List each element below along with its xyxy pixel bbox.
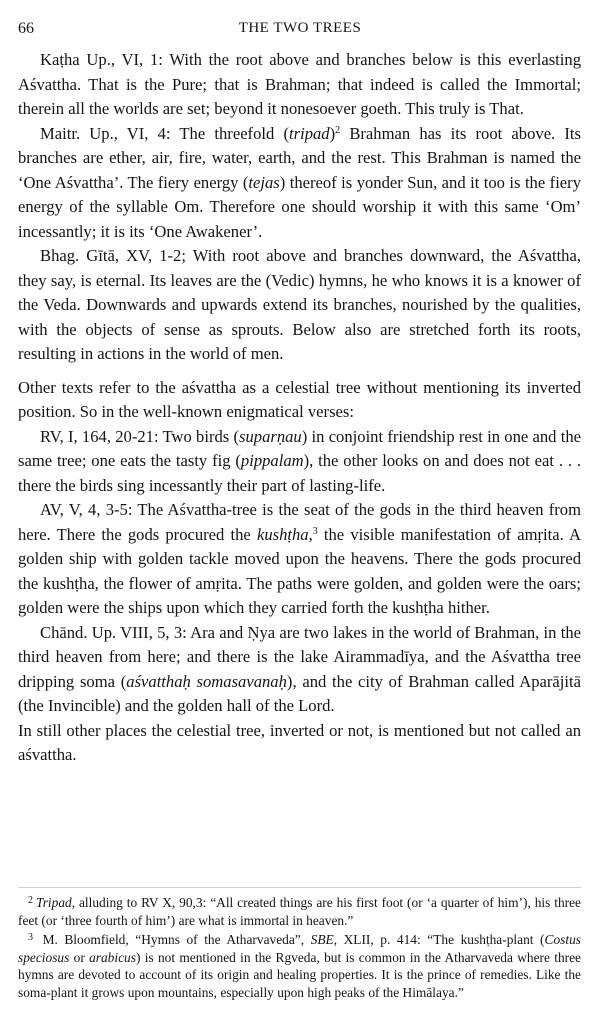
paragraph-maitr: Maitr. Up., VI, 4: The threefold (tripad)$^2$ Brahman has its root above. Its branches are ether, air, fire, water, earth, and the rest. This Brahman is named the ‘One Aśvattha’. The fiery energy (tejas) thereof is yonder Sun, and it too is the fiery energy of the syllable Om. Therefore one should worship it with this same ‘Om’ incessantly; it is its ‘One Awakener’. xyxy=(18,123,581,241)
term-asvatthah: aśvatthaḥ somasavanaḥ xyxy=(126,671,287,691)
term-kushtha: kushṭha xyxy=(256,524,309,544)
footnote-number-2: 2 xyxy=(28,895,33,906)
footnote-number-3: 3 xyxy=(28,932,33,943)
body-text xyxy=(18,48,581,768)
running-header xyxy=(18,20,582,44)
page-number: 66 xyxy=(18,20,34,37)
footnotes xyxy=(18,887,581,1001)
term-suparnau: suparṇau xyxy=(239,426,302,446)
paragraph-gita: Bhag. Gītā, XV, 1-2; With root above and branches downward, the Aśvattha, they say, is eternal. Its leaves are the (Vedic) hymns, he who knows it is a knower of the Veda. Downwards and upwards extend its branches, nourished by the qualities, with the objects of sense as sprouts. Below also are stretched forth its roots, resulting in actions in the world of men. xyxy=(18,246,581,363)
term-pippalam: pippalam xyxy=(240,451,304,470)
footnote-3: $^3$ M. Bloomfield, “Hymns of the Atharvaveda”, SBE, XLII, p. 414: “The kushṭha-plant (Costus speciosus or arabicus) is not mentioned in the Rgveda, but is common in the Atharvaveda where three hymns are devoted to account of its origin and healing properties. It is the prince of remedies. Like the soma-plant it grows upon mountains, especially upon high peaks of the Himālaya.” xyxy=(18,932,581,1000)
paragraph-other-texts: Other texts refer to the aśvattha as a celestial tree without mentioning its inverted position. So in the well-known enigmatical verses: xyxy=(18,377,581,421)
paragraph-rv: RV, I, 164, 20-21: Two birds (suparṇau) in conjoint friendship rest in one and the same tree; one eats the tasty fig (pippalam), the other looks on and does not eat . . . there the birds sing incessantly their part of lasting-life. xyxy=(18,426,581,495)
term-tejas: tejas xyxy=(248,172,280,192)
term-tripad: tripad xyxy=(289,123,330,143)
paragraph-av: AV, V, 4, 3-5: The Aśvattha-tree is the seat of the gods in the third heaven from here. There the gods procured the kushṭha,$^3$ the visible manifestation of amṛita. A golden ship with golden tackle moved upon the heavens. There the gods procured the kushṭha, the flower of amṛita. The paths were golden, and golden were the oars; golden were the ships upon which they carried forth the kushṭha hither. xyxy=(18,500,581,617)
running-title: THE TWO TREES xyxy=(238,20,362,36)
footnote-2: $^2$ Tripad, alluding to RV X, 90,3: “All created things are his first foot (or ‘a quarter of him’), his three feet (or ‘three fourth of him’) are what is immortal in heaven.” xyxy=(18,895,581,928)
footnote-ref-3[interactable]: 3 xyxy=(312,525,318,537)
footnote-ref-2[interactable]: 2 xyxy=(335,124,341,136)
footnote-divider xyxy=(18,887,581,888)
paragraph-still-other: In still other places the celestial tree, inverted or not, is mentioned but not called an aśvattha. xyxy=(18,720,581,764)
paragraph-katha: Kaṭha Up., VI, 1: With the root above and branches below is this everlasting Aśvattha. That is the Pure; that is Brahman; that indeed is called the Immortal; therein all the worlds are set; beyond it nonesoever goeth. This truly is That. xyxy=(18,50,581,118)
paragraph-chand: Chānd. Up. VIII, 5, 3: Ara and Ṇya are two lakes in the world of Brahman, in the third heaven from here; and there is the lake Airammadīya, and the Aśvattha tree dripping soma (aśvatthaḥ somasavanaḥ), and the city of Brahman called Aparājitā (the Invincible) and the golden hall of the Lord. xyxy=(18,622,581,715)
